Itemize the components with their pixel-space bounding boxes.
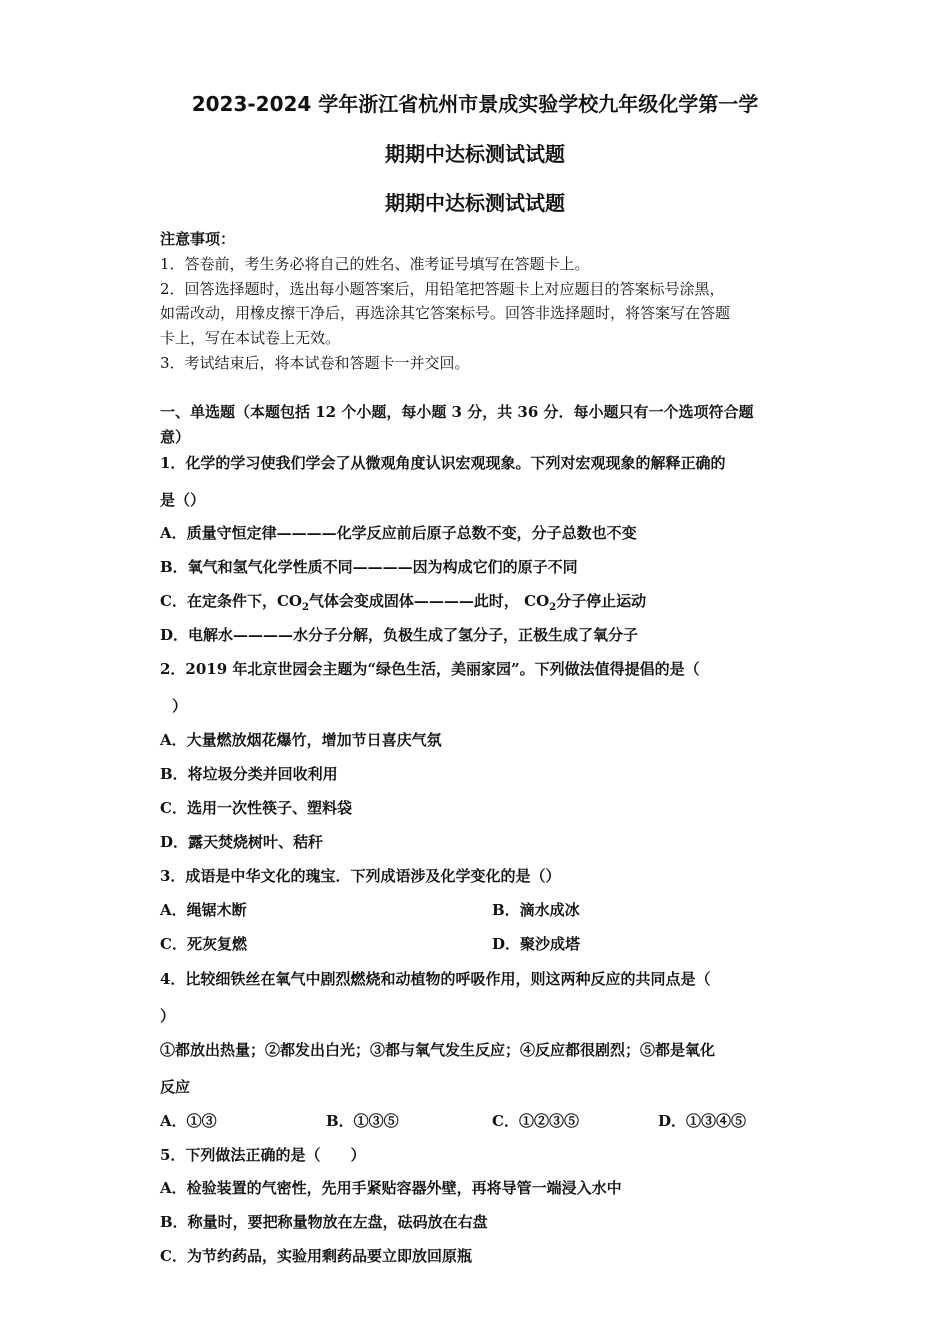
notice-heading: 注意事项： <box>160 230 236 248</box>
q4-option-b: B．①③⑤ <box>326 1112 399 1130</box>
q1-option-a: A．质量守恒定律————化学反应前后原子总数不变，分子总数也不变 <box>160 524 637 542</box>
q3-option-d: D．聚沙成塔 <box>492 935 581 953</box>
q4-stem: 4．比较细铁丝在氧气中剧烈燃烧和动植物的呼吸作用，则这两种反应的共同点是（ <box>160 970 711 988</box>
q3-stem: 3．成语是中华文化的瑰宝．下列成语涉及化学变化的是（） <box>160 867 561 885</box>
q4-option-c: C．①②③⑤ <box>492 1112 579 1130</box>
q3-option-b: B．滴水成冰 <box>492 901 580 919</box>
q3-option-c: C．死灰复燃 <box>160 935 247 953</box>
q2-option-c: C．选用一次性筷子、塑料袋 <box>160 799 352 817</box>
q5-option-c: C．为节约药品，实验用剩药品要立即放回原瓶 <box>160 1247 472 1265</box>
q4-option-a: A．①③ <box>160 1112 217 1130</box>
notice-item-2: 2．回答选择题时，选出每小题答案后，用铅笔把答题卡上对应题目的答案标号涂黑， <box>160 280 725 298</box>
q1-option-c-sub-1: 2 <box>301 602 309 613</box>
q1-option-d: D．电解水————水分子分解，负极生成了氢分子，正极生成了氧分子 <box>160 626 639 644</box>
notice-item-2-cont: 如需改动，用橡皮擦干净后，再选涂其它答案标号。回答非选择题时，将答案写在答题 <box>160 304 731 322</box>
q4-statements: ①都放出热量；②都发出白光；③都与氧气发生反应；④反应都很剧烈；⑤都是氧化 <box>160 1041 716 1059</box>
q1-option-c-sub-2: 2 <box>549 602 557 613</box>
q1-stem-cont: 是（） <box>160 491 206 509</box>
notice-item-3: 3．考试结束后，将本试卷和答题卡一并交回。 <box>160 354 470 372</box>
q5-option-b: B．称量时，要把称量物放在左盘，砝码放在右盘 <box>160 1213 488 1231</box>
q4-statements-cont: 反应 <box>160 1078 191 1096</box>
q1-option-c <box>160 590 646 613</box>
q2-option-d: D．露天焚烧树叶、秸秆 <box>160 833 324 851</box>
q1-option-c-post: 分子停止运动 <box>556 592 647 610</box>
q5-stem: 5．下列做法正确的是（ ） <box>160 1146 366 1164</box>
q2-option-b: B．将垃圾分类并回收利用 <box>160 765 338 783</box>
q1-stem: 1．化学的学习使我们学会了从微观角度认识宏观现象。下列对宏观现象的解释正确的 <box>160 454 726 472</box>
section-heading: 一、单选题（本题包括 12 个小题，每小题 3 分，共 36 分．每小题只有一个选项符合题 <box>160 403 754 421</box>
exam-title-line-1: 2023-2024 学年浙江省杭州市景成实验学校九年级化学第一学 <box>191 92 759 116</box>
q2-stem-cont: ） <box>172 697 188 715</box>
q1-option-c-pre: C．在定条件下，CO <box>160 592 302 610</box>
q2-option-a: A．大量燃放烟花爆竹，增加节日喜庆气氛 <box>160 731 442 749</box>
q3-option-a: A．绳锯木断 <box>160 901 247 919</box>
section-heading-cont: 意） <box>160 428 191 446</box>
q1-option-b: B．氧气和氢气化学性质不同————因为构成它们的原子不同 <box>160 558 578 576</box>
q4-option-d: D．①③④⑤ <box>658 1112 747 1130</box>
q1-option-c-mid: 气体会变成固体————此时， CO <box>308 592 550 610</box>
notice-item-1: 1．答卷前，考生务必将自己的姓名、准考证号填写在答题卡上。 <box>160 255 590 273</box>
exam-title-line-3: 期期中达标测试试题 <box>385 191 565 215</box>
q4-stem-cont: ） <box>160 1007 176 1025</box>
q2-stem: 2．2019 年北京世园会主题为“绿色生活，美丽家园”。下列做法值得提倡的是（ <box>160 660 700 678</box>
notice-item-2-cont2: 卡上，写在本试卷上无效。 <box>160 329 341 347</box>
exam-title-line-2: 期期中达标测试试题 <box>385 142 565 166</box>
q5-option-a: A．检验装置的气密性，先用手紧贴容器外壁，再将导管一端浸入水中 <box>160 1179 622 1197</box>
